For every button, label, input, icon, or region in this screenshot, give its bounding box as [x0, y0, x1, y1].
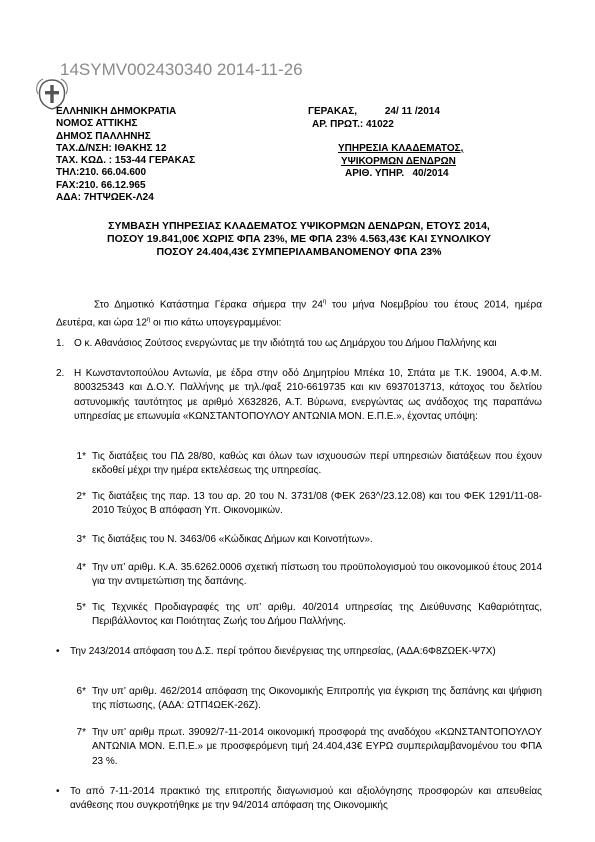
sender-line: ΤΑΧ.Δ/ΝΣΗ: ΙΘΑΚΗΣ 12: [56, 142, 167, 154]
consideration-text: Την υπ’ αριθμ. 462/2014 απόφαση της Οικονομικής Επιτροπής για έγκριση της δαπάνης και ψήφιση της πίστωσης, (ΑΔΑ: ΩΤΠ4ΩΕΚ-26Ζ).: [92, 686, 542, 712]
party-number: 2.: [56, 368, 65, 379]
consideration-mark: 4*: [76, 562, 86, 573]
document-watermark: 14SYMV002430340 2014-11-26: [60, 60, 303, 79]
sender-line: FAX:210. 66.12.965: [56, 179, 146, 191]
consideration-text: Την υπ’ αριθμ. Κ.Α. 35.6262.0006 σχετική πίστωση του προϋπολογισμού του οικονομικού έτους 2014 για την αντιμετώπιση της δαπάνης.: [92, 562, 542, 588]
consideration-mark: 7*: [76, 727, 86, 738]
place-date: ΓΕΡΑΚΑΣ, 24/ 11 /2014: [308, 106, 440, 117]
consideration-text: Τις διατάξεις της παρ. 13 του αρ. 20 του Ν. 3731/08 (ΦΕΚ 263^/23.12.08) και του ΦΕΚ 1291/11-08-2010 Τεύχος Β απόφαση Υπ. Οικονομικών.: [92, 491, 542, 517]
intro-paragraph: Στο Δημοτικό Κατάστημα Γέρακα σήμερα την $24^\eta$ του μήνα Νοεμβρίου του έτους 2014, ημέρα Δευτέρα, και ώρα $12^\eta$ οι πιο κάτω υπογεγραμμένοι:: [56, 299, 542, 328]
consideration-text: Τις διατάξεις του Ν. 3463/06 «Κώδικας Δήμων και Κοινοτήτων».: [92, 534, 373, 545]
title-line: ΠΟΣΟΥ 24.404,43€ ΣΥΜΠΕΡΙΛΑΜΒΑΝΟΜΕΝΟΥ ΦΠΑ 23%: [156, 246, 442, 258]
title-line: ΣΥΜΒΑΣΗ ΥΠΗΡΕΣΙΑΣ ΚΛΑΔΕΜΑΤΟΣ ΥΨΙΚΟΡΜΩΝ ΔΕΝΔΡΩΝ, ΕΤΟΥΣ 2014,: [108, 220, 490, 232]
party-number: 1.: [56, 338, 65, 349]
consideration-text: Την υπ’ αριθμ πρωτ. 39092/7-11-2014 οικονομική προσφορά της αναδόχου «ΚΩΝΣΤΑΝΤΟΠΟΥΛΟΥ ΑΝΤΩΝΙΑ ΜΟΝ. Ε.Π.Ε.» με προσφερόμενη τιμή 24.404,43€ ΕΥΡΩ συμπεριλαμβανομένου του ΦΠΑ 23 %.: [92, 727, 542, 767]
sender-line: ΤΑΧ. ΚΩΔ. : 153-44 ΓΕΡΑΚΑΣ: [56, 155, 196, 167]
consideration-text: Τις διατάξεις του ΠΔ 28/80, καθώς και όλων των ισχυουσών περί υπηρεσιών διατάξεων που έχουν εκδοθεί μέχρι την ημέρα εκτελέσεως της υπηρεσίας.: [92, 451, 542, 477]
sender-block: [56, 106, 195, 204]
party-text: Ο κ. Αθανάσιος Ζούτσος ενεργώντας με την ιδιότητά του ως Δημάρχου του Δήμου Παλλήνης και: [74, 338, 497, 349]
contract-title: [56, 220, 542, 259]
consideration-text: Τις Τεχνικές Προδιαγραφές της υπ’ αριθμ. 40/2014 υπηρεσίας της Διεύθυνσης Καθαριότητας, Περιβάλλοντος και Ποιότητας Ζωής του Δήμου Παλλήνης.: [92, 602, 542, 628]
consideration-text: Την 243/2014 απόφαση του Δ.Σ. περί τρόπου διενέργειας της υπηρεσίας, (ΑΔΑ:6Φ8ΖΩΕΚ-Ψ7Χ): [70, 646, 496, 657]
consideration-mark: 1*: [76, 451, 86, 462]
consideration-mark: 6*: [76, 686, 86, 697]
sender-line: ΝΟΜΟΣ ΑΤΤΙΚΗΣ: [56, 118, 138, 130]
service-number: ΑΡΙΘ. ΥΠΗΡ. 40/2014: [345, 168, 449, 179]
consideration-text: Το από 7-11-2014 πρακτικό της επιτροπής διαγωνισμού και αξιολόγησης προσφορών και απευθείας ανάθεσης που συγκροτήθηκε με την 94/2014 απόφαση της Οικονομικής: [70, 786, 542, 812]
service-name-line2: ΥΨΙΚΟΡΜΩΝ ΔΕΝΔΡΩΝ: [341, 155, 456, 167]
bullet-icon: •: [56, 786, 60, 797]
protocol-number: ΑΡ. ΠΡΩΤ.: 41022: [312, 118, 394, 130]
service-name-line1: ΥΠΗΡΕΣΙΑ ΚΛΑΔΕΜΑΤΟΣ,: [338, 143, 464, 154]
consideration-mark: 5*: [76, 602, 86, 613]
consideration-mark: 3*: [76, 534, 86, 545]
sender-line: ΤΗΛ:210. 66.04.600: [56, 167, 147, 179]
sender-line: ΑΔΑ: 7ΗΤΨΩΕΚ-Λ24: [56, 192, 154, 204]
sender-line: ΔΗΜΟΣ ΠΑΛΛΗΝΗΣ: [56, 130, 151, 142]
bullet-icon: •: [56, 646, 60, 657]
party-text: Η Κωνσταντοπούλου Αντωνία, με έδρα στην οδό Δημητρίου Μπέκα 10, Σπάτα με Τ.Κ. 19004, Α.Φ.Μ. 800325343 και Δ.Ο.Υ. Παλλήνης με τηλ./φαξ 210-6619735 και κιν 6937013713, κάτοχος του δελτίου αστυνομικής ταυτότητος με αριθμό Χ632826, Α.Τ. Βύρωνα, ενεργώντας ως ανάδοχος της παραπάνω υπηρεσίας με επωνυμία «ΚΩΝΣΤΑΝΤΟΠΟΥΛΟΥ ΑΝΤΩΝΙΑ ΜΟΝ. Ε.Π.Ε.», έχοντας υπόψη:: [74, 368, 542, 422]
sender-line: ΕΛΛΗΝΙΚΗ ΔΗΜΟΚΡΑΤΙΑ: [56, 106, 177, 117]
consideration-mark: 2*: [76, 491, 86, 502]
title-line: ΠΟΣΟΥ 19.841,00€ ΧΩΡΙΣ ΦΠΑ 23%, ΜΕ ΦΠΑ 23% 4.563,43€ ΚΑΙ ΣΥΝΟΛΙΚΟΥ: [106, 233, 492, 245]
